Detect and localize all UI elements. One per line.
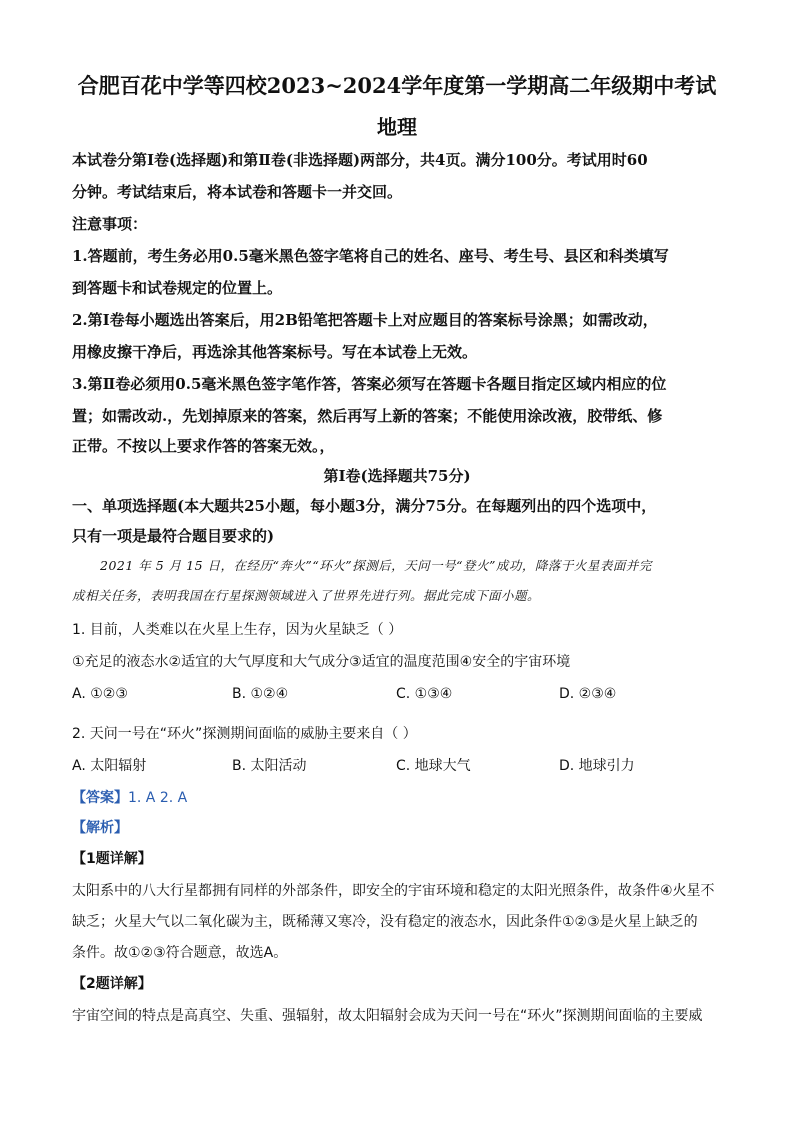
q1-option-d: D. ②③④ [559, 686, 617, 702]
note-line: 2.第Ⅰ卷每小题选出答案后，用2B铅笔把答题卡上对应题目的答案标号涂黑；如需改动， [72, 311, 658, 329]
note-line: 1.答题前，考生务必用0.5毫米黑色签字笔将自己的姓名、座号、考生号、县区和科类填写 [72, 247, 669, 265]
q2-option-c: C. 地球大气 [396, 758, 471, 774]
question-stem: 2021 年 5 月 15 日，在经历“奔火”“环火”探测后，天问一号“登火”成功，降落于火星表面并完 [100, 558, 652, 573]
q2-option-d: D. 地球引力 [559, 758, 635, 774]
note-line: 3.第Ⅱ卷必须用0.5毫米黑色签字笔作答，答案必须写在答题卡各题目指定区域内相应的位 [72, 375, 667, 393]
question-2: 2. 天问一号在“环火”探测期间面临的威胁主要来自（ ） [72, 726, 417, 742]
detail-1-line: 条件。故①②③符合题意，故选A。 [72, 945, 288, 961]
subject-title: 地理 [377, 115, 417, 139]
intro-line: 分钟。考试结束后，将本试卷和答题卡一并交回。 [72, 183, 403, 201]
q1-option-c: C. ①③④ [396, 686, 453, 702]
detail-2-line: 宇宙空间的特点是高真空、失重、强辐射，故太阳辐射会成为天问一号在“环火”探测期间面临的主要威 [72, 1008, 703, 1024]
q2-option-b: B. 太阳活动 [232, 758, 307, 774]
detail-1-line: 缺乏；火星大气以二氧化碳为主，既稀薄又寒冷，没有稳定的液态水，因此条件①②③是火星上缺乏的 [72, 914, 698, 930]
detail-1-line: 太阳系中的八大行星都拥有同样的外部条件，即安全的宇宙环境和稳定的太阳光照条件，故条件④火星不 [72, 883, 715, 899]
note-line: 正带。不按以上要求作答的答案无效。， [72, 437, 335, 455]
intro-line: 本试卷分第Ⅰ卷(选择题)和第Ⅱ卷(非选择题)两部分，共4页。满分100分。考试用时60 [72, 151, 648, 169]
question-stem: 成相关任务，表明我国在行星探测领域进入了世界先进行列。据此完成下面小题。 [72, 588, 541, 603]
detail-1-tag: 【1题详解】 [72, 851, 152, 867]
q1-option-a: A. ①②③ [72, 686, 128, 702]
note-line: 到答题卡和试卷规定的位置上。 [72, 279, 283, 297]
answer-tag: 【答案】 [72, 790, 128, 806]
analysis-tag: 【解析】 [72, 820, 128, 836]
answer-line [72, 788, 187, 808]
notes-heading: 注意事项： [72, 215, 148, 233]
q2-option-a: A. 太阳辐射 [72, 758, 147, 774]
section-title: 第Ⅰ卷(选择题共75分) [323, 467, 471, 485]
answer-text: 1. A 2. A [128, 790, 188, 806]
exam-title: 合肥百花中学等四校2023~2024学年度第一学期高二年级期中考试 [77, 73, 717, 98]
part-heading: 只有一项是最符合题目要求的) [72, 527, 275, 545]
question-1: 1. 目前，人类难以在火星上生存，因为火星缺乏（ ） [72, 622, 403, 638]
detail-2-tag: 【2题详解】 [72, 976, 152, 992]
part-heading: 一、单项选择题(本大题共25小题，每小题3分，满分75分。在每题列出的四个选项中， [72, 497, 657, 515]
note-line: 用橡皮擦干净后，再选涂其他答案标号。写在本试卷上无效。 [72, 343, 478, 361]
question-1-conditions: ①充足的液态水②适宜的大气厚度和大气成分③适宜的温度范围④安全的宇宙环境 [72, 654, 571, 670]
note-line: 置；如需改动.，先划掉原来的答案，然后再写上新的答案；不能使用涂改液，胶带纸、修 [72, 407, 663, 425]
q1-option-b: B. ①②④ [232, 686, 289, 702]
